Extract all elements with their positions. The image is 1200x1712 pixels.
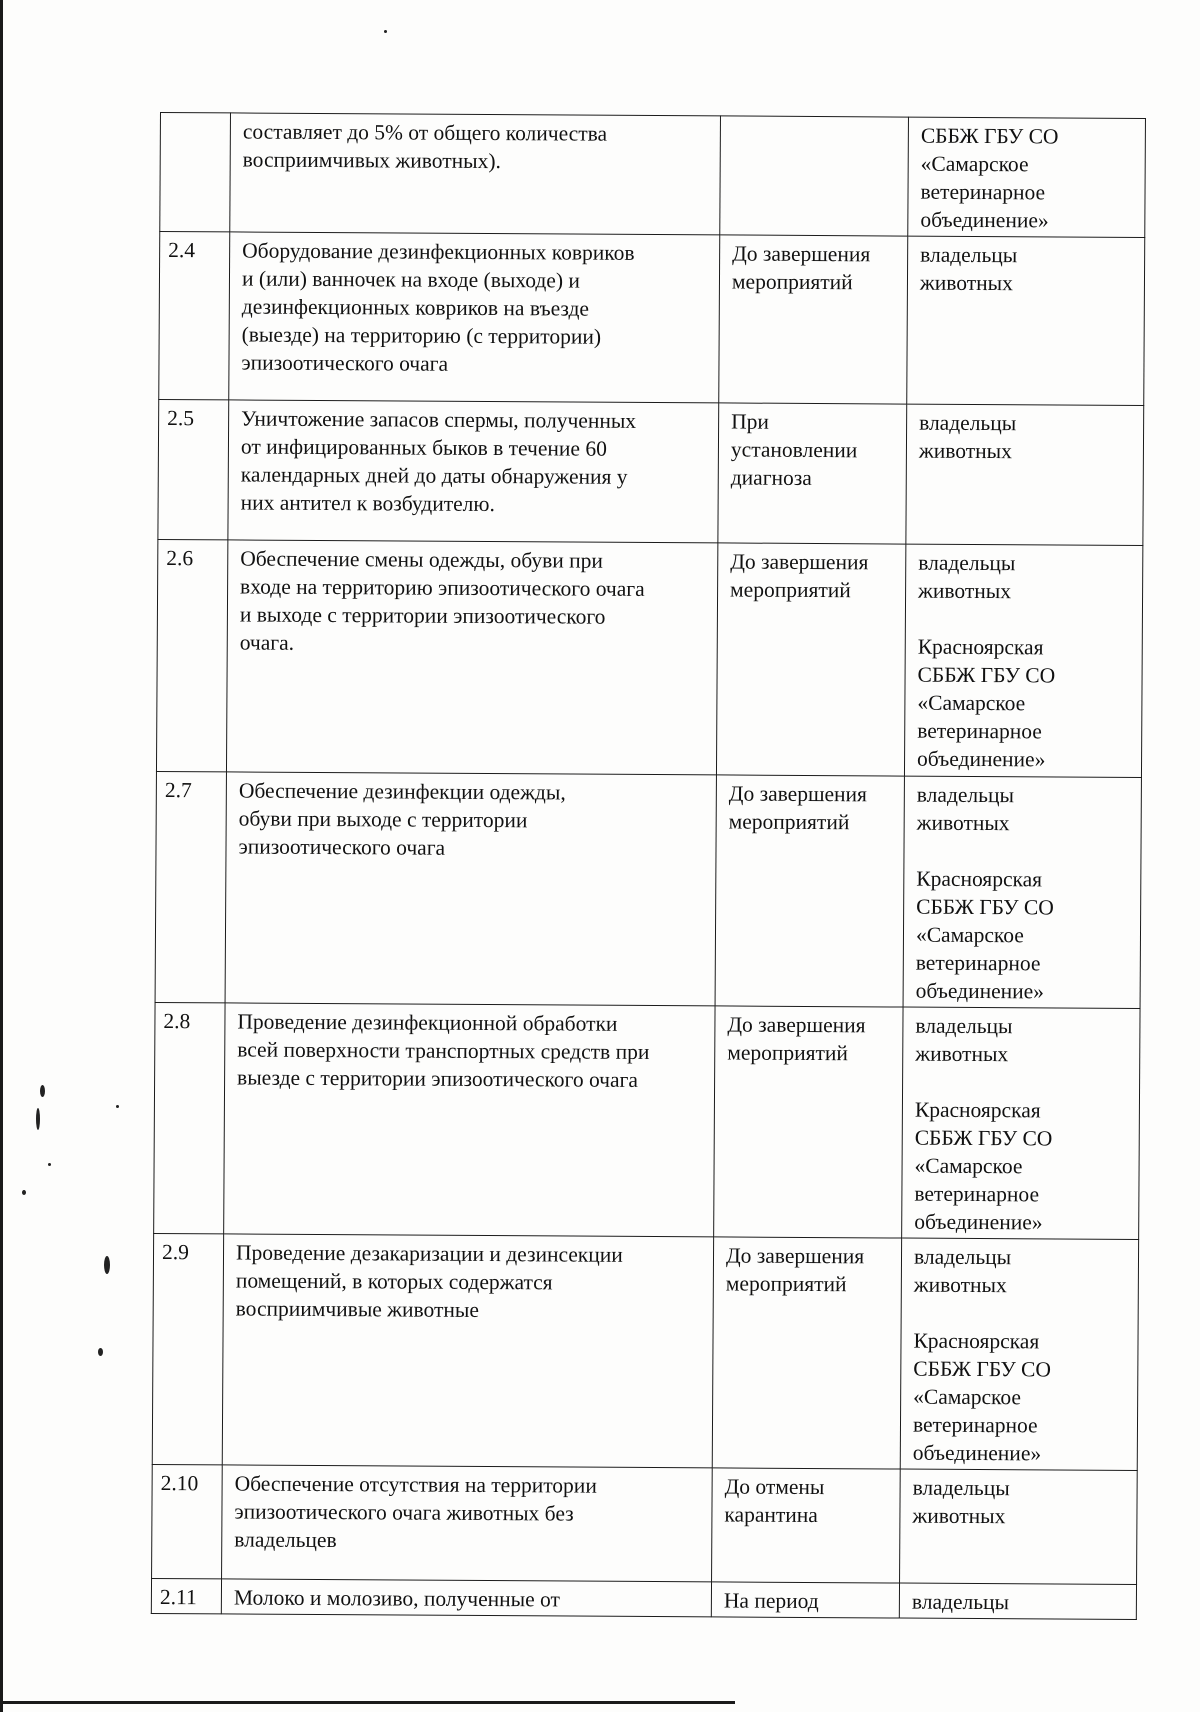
measure-cell: Молоко и молозиво, полученные от xyxy=(221,1579,711,1617)
measure-cell: Проведение дезинфекционной обработки всей поверхности транспортных средств при выезде с территории эпизоотического очага xyxy=(224,1003,715,1237)
responsible-cell: владельцы животных xyxy=(900,1469,1138,1584)
table-row xyxy=(155,771,1141,1008)
responsible-cell: СББЖ ГБУ СО «Самарское ветеринарное объединение» xyxy=(908,117,1146,237)
term-cell: При установлении диагноза xyxy=(718,403,907,544)
measure-cell: Оборудование дезинфекционных ковриков и (или) ванночек на входе (выходе) и дезинфекционных ковриков на въезде (выезде) на территорию (с территории) эпизоотического очага xyxy=(229,232,720,403)
row-number: 2.9 xyxy=(152,1233,223,1464)
term-cell: До завершения мероприятий xyxy=(714,1006,903,1238)
row-number xyxy=(160,113,231,232)
term-cell: До завершения мероприятий xyxy=(719,235,908,404)
table-row xyxy=(152,1233,1138,1470)
measure-cell: Обеспечение отсутствия на территории эпизоотического очага животных без владельцев xyxy=(222,1465,713,1582)
measure-cell: составляет до 5% от общего количества восприимчивых животных). xyxy=(230,113,721,235)
scan-speck xyxy=(116,1105,119,1108)
term-cell: До завершения мероприятий xyxy=(712,1237,901,1469)
table-row xyxy=(158,399,1144,545)
table-row xyxy=(152,1464,1138,1584)
responsible-cell: владельцы животных Красноярская СББЖ ГБУ СО «Самарское ветеринарное объединение» xyxy=(903,776,1141,1008)
row-number: 2.5 xyxy=(158,399,229,539)
responsible-cell: владельцы животных Красноярская СББЖ ГБУ СО «Самарское ветеринарное объединение» xyxy=(904,544,1142,777)
responsible-cell: владельцы животных xyxy=(906,404,1144,545)
scan-speck xyxy=(104,1256,110,1274)
scan-speck xyxy=(40,1085,45,1097)
row-number: 2.10 xyxy=(152,1464,223,1578)
term-cell: До завершения мероприятий xyxy=(716,543,905,776)
term-cell: На период xyxy=(711,1582,899,1618)
measure-cell: Проведение дезакаризации и дезинсекции помещений, в которых содержатся восприимчивые животные xyxy=(222,1234,713,1468)
row-number: 2.7 xyxy=(155,771,226,1002)
term-cell: До завершения мероприятий xyxy=(715,775,904,1007)
term-cell xyxy=(720,116,909,236)
row-number: 2.8 xyxy=(154,1002,225,1233)
scan-speck xyxy=(36,1108,40,1130)
responsible-cell: владельцы животных xyxy=(907,236,1145,405)
row-number: 2.6 xyxy=(156,539,227,771)
scan-bottom-edge xyxy=(0,1701,735,1704)
scan-speck xyxy=(384,30,387,33)
scan-left-edge xyxy=(0,0,3,1712)
responsible-cell: владельцы xyxy=(899,1583,1136,1619)
scan-speck xyxy=(48,1163,51,1166)
table-row xyxy=(154,1002,1140,1239)
term-cell: До отмены карантина xyxy=(712,1468,901,1583)
table-row xyxy=(160,113,1146,238)
measure-cell: Уничтожение запасов спермы, полученных от инфицированных быков в течение 60 календарных дней до даты обнаружения у них антител к возбудителю. xyxy=(228,400,719,543)
scan-speck xyxy=(22,1190,26,1195)
responsible-cell: владельцы животных Красноярская СББЖ ГБУ СО «Самарское ветеринарное объединение» xyxy=(900,1238,1138,1470)
scan-speck xyxy=(98,1348,103,1356)
row-number: 2.4 xyxy=(159,232,230,400)
table-row xyxy=(151,1578,1136,1619)
measure-cell: Обеспечение дезинфекции одежды, обуви при выходе с территории эпизоотического очага xyxy=(225,772,716,1006)
responsible-cell: владельцы животных Красноярская СББЖ ГБУ СО «Самарское ветеринарное объединение» xyxy=(902,1007,1140,1239)
measures-table xyxy=(151,112,1146,1620)
table-row xyxy=(159,232,1145,406)
row-number: 2.11 xyxy=(151,1578,221,1613)
measure-cell: Обеспечение смены одежды, обуви при входе на территорию эпизоотического очага и выходе с территории эпизоотического очага. xyxy=(226,540,717,775)
table-row xyxy=(156,539,1142,777)
